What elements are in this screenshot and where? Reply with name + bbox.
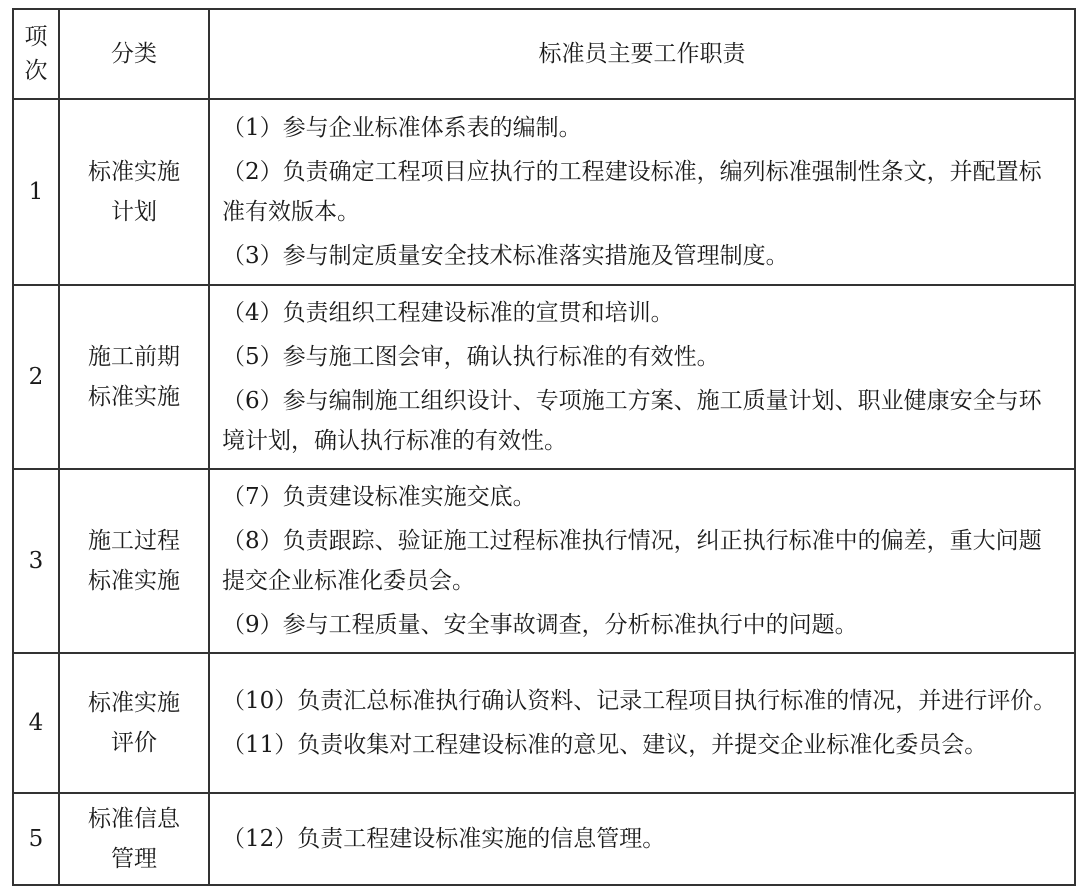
duty-item: （9）参与工程质量、安全事故调查，分析标准执行中的问题。 bbox=[222, 612, 858, 638]
row-category: 施工过程 标准实施 bbox=[59, 469, 209, 653]
duty-item: （12）负责工程建设标准实施的信息管理。 bbox=[222, 826, 666, 852]
duty-item: （3）参与制定质量安全技术标准落实措施及管理制度。 bbox=[222, 243, 789, 269]
row-number: 3 bbox=[13, 469, 59, 653]
header-category: 分类 bbox=[59, 9, 209, 99]
row-category: 施工前期 标准实施 bbox=[59, 285, 209, 469]
row-number: 2 bbox=[13, 285, 59, 469]
row-duties bbox=[209, 285, 1075, 469]
row-duties bbox=[209, 793, 1075, 885]
duty-item: （4）负责组织工程建设标准的宣贯和培训。 bbox=[222, 300, 674, 326]
table-row bbox=[13, 99, 1075, 285]
duty-item: （7）负责建设标准实施交底。 bbox=[222, 484, 536, 510]
header-item-number: 项 次 bbox=[13, 9, 59, 99]
duty-item: （6）参与编制施工组织设计、专项施工方案、施工质量计划、职业健康安全与环境计划，确认执行标准的有效性。 bbox=[222, 388, 1042, 454]
duties-table bbox=[12, 8, 1076, 886]
table-row bbox=[13, 469, 1075, 653]
duty-item: （11）负责收集对工程建设标准的意见、建议，并提交企业标准化委员会。 bbox=[222, 732, 988, 758]
row-duties bbox=[209, 469, 1075, 653]
duty-item: （2）负责确定工程项目应执行的工程建设标准，编列标准强制性条文，并配置标准有效版本。 bbox=[222, 159, 1042, 225]
row-category: 标准信息 管理 bbox=[59, 793, 209, 885]
table-row bbox=[13, 653, 1075, 793]
table-header-row bbox=[13, 9, 1075, 99]
row-duties bbox=[209, 99, 1075, 285]
duty-item: （10）负责汇总标准执行确认资料、记录工程项目执行标准的情况，并进行评价。 bbox=[222, 688, 1057, 714]
header-duties: 标准员主要工作职责 bbox=[209, 9, 1075, 99]
row-number: 1 bbox=[13, 99, 59, 285]
row-number: 4 bbox=[13, 653, 59, 793]
row-category: 标准实施 计划 bbox=[59, 99, 209, 285]
duty-item: （8）负责跟踪、验证施工过程标准执行情况，纠正执行标准中的偏差，重大问题提交企业标准化委员会。 bbox=[222, 528, 1042, 594]
duty-item: （1）参与企业标准体系表的编制。 bbox=[222, 115, 582, 141]
row-duties bbox=[209, 653, 1075, 793]
duty-item: （5）参与施工图会审，确认执行标准的有效性。 bbox=[222, 344, 720, 370]
table-row bbox=[13, 285, 1075, 469]
row-number: 5 bbox=[13, 793, 59, 885]
row-category: 标准实施 评价 bbox=[59, 653, 209, 793]
table-row bbox=[13, 793, 1075, 885]
